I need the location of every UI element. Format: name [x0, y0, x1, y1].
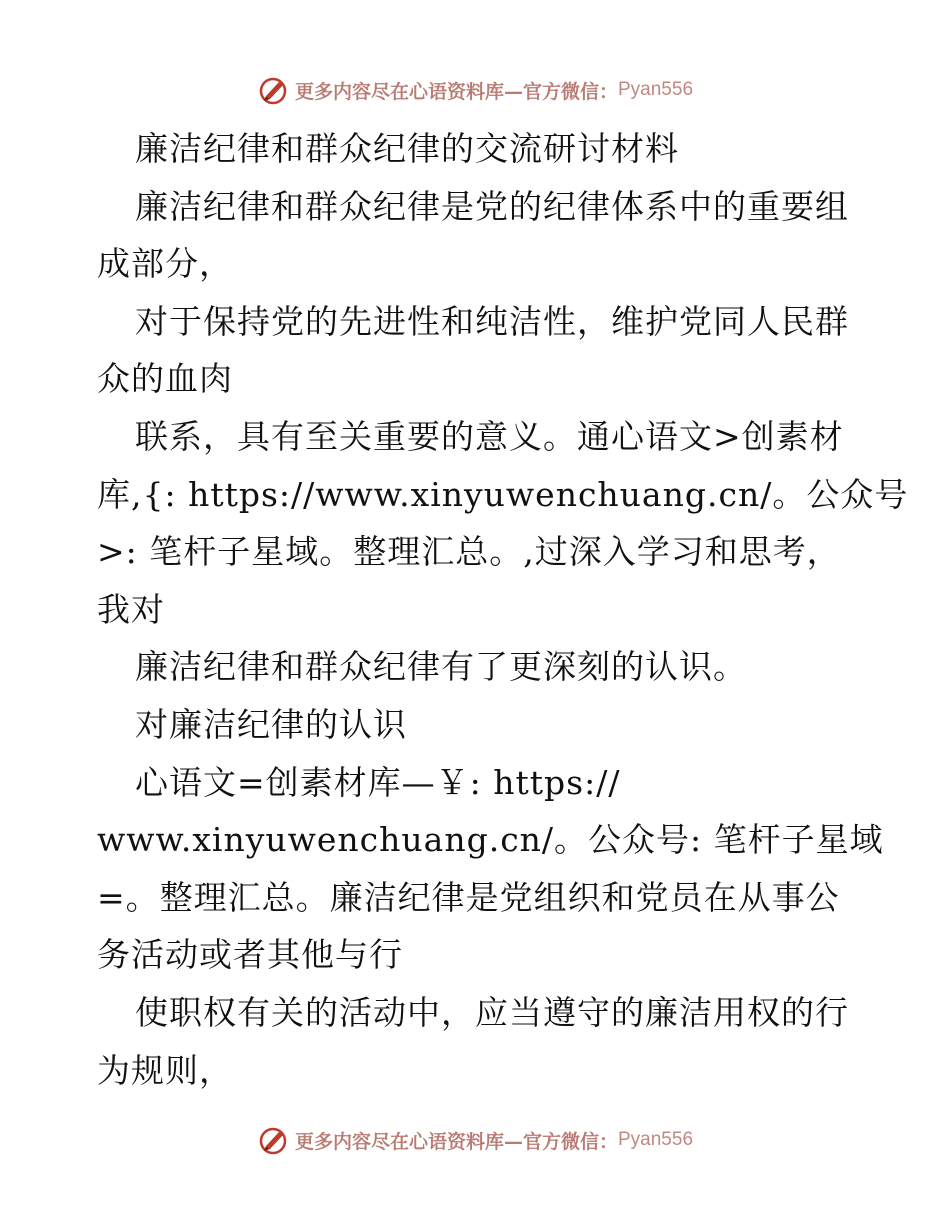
text-line: 库,{: https://www.xinyuwenchuang.cn/。公众号 — [97, 474, 909, 514]
text-line: =。整理汇总。廉洁纪律是党组织和党员在从事公 — [97, 877, 840, 917]
pen-logo-icon — [257, 74, 289, 106]
text-line: 为规则， — [97, 1050, 233, 1090]
footer-banner — [257, 1124, 693, 1156]
document-title: 廉洁纪律和群众纪律的交流研讨材料 — [135, 129, 679, 168]
pen-logo-icon — [257, 1124, 289, 1156]
text-line: >: 笔杆子星域。整理汇总。,过深入学习和思考， — [97, 532, 841, 572]
text-line: 联系，具有至关重要的意义。通心语文>创素材 — [135, 416, 844, 456]
footer-wechat-id: Pyan556 — [618, 1129, 694, 1150]
page-footer-banner — [0, 1122, 950, 1158]
header-banner-text: 更多内容尽在心语资料库—官方微信： — [294, 80, 618, 103]
text-line: www.xinyuwenchuang.cn/。公众号: 笔杆子星域 — [97, 820, 884, 860]
text-line: 廉洁纪律和群众纪律有了更深刻的认识。 — [135, 647, 747, 687]
text-line: 心语文=创素材库—￥: https:// — [135, 762, 621, 802]
text-line: 对于保持党的先进性和纯洁性，维护党同人民群 — [135, 301, 849, 341]
text-line: 众的血肉 — [97, 359, 233, 399]
page-header-banner — [0, 72, 950, 108]
text-line: 务活动或者其他与行 — [97, 935, 403, 975]
document-body — [97, 120, 909, 1099]
text-line: 成部分， — [97, 244, 233, 284]
header-wechat-id: Pyan556 — [618, 79, 694, 100]
text-line: 使职权有关的活动中，应当遵守的廉洁用权的行 — [135, 992, 849, 1032]
text-line: 我对 — [97, 589, 165, 629]
header-banner — [257, 74, 693, 106]
footer-banner-text: 更多内容尽在心语资料库—官方微信： — [294, 1130, 618, 1153]
text-line: 廉洁纪律和群众纪律是党的纪律体系中的重要组 — [135, 186, 849, 226]
section-heading: 对廉洁纪律的认识 — [135, 704, 407, 744]
